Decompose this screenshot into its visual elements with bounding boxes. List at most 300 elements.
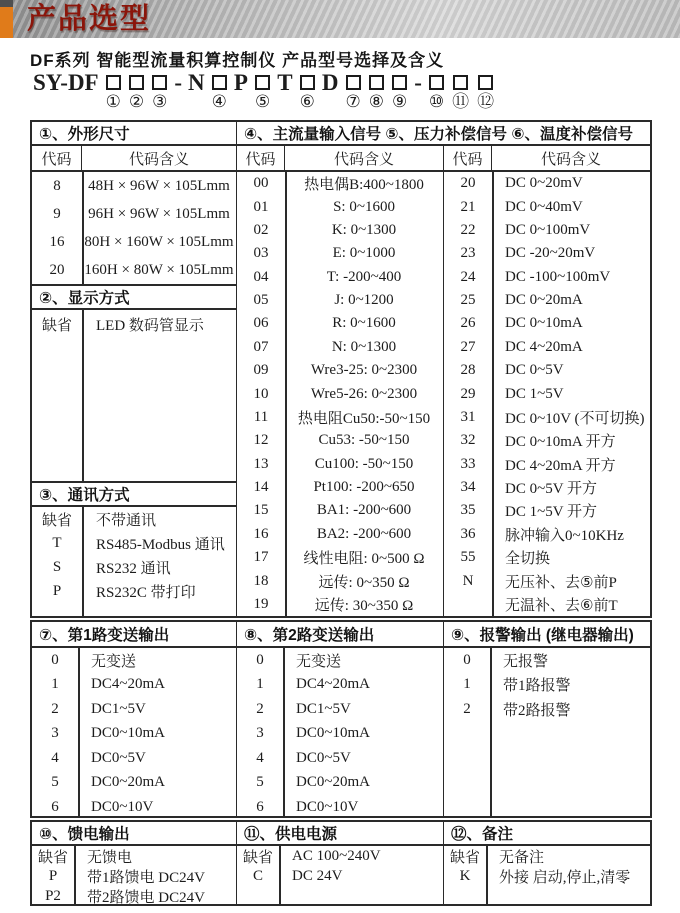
code-cell: 31: [460, 408, 476, 425]
code-cell: 5: [51, 774, 59, 791]
code-cell: 6: [51, 798, 59, 815]
model-text: N: [188, 70, 205, 95]
meaning-cell: Cu100: -50~150: [314, 455, 414, 472]
table-row: [32, 648, 236, 673]
code-cell: 25: [460, 292, 476, 309]
table-row: [237, 476, 443, 499]
model-box-group: [477, 73, 494, 111]
model-position-number: ①: [105, 92, 121, 112]
code-cell: 缺省: [449, 849, 480, 866]
table-row: [237, 771, 443, 796]
meaning-cell: K: 0~1300: [331, 221, 397, 238]
model-position-number: ②: [128, 92, 145, 112]
model-position-number: ⑦: [345, 92, 361, 112]
column-headers: [237, 146, 443, 172]
code-cell: 8: [53, 177, 61, 194]
remarks-rows: [444, 846, 650, 904]
code-cell: 1: [463, 676, 471, 693]
model-text: P: [233, 70, 248, 95]
model-box-group: [369, 73, 384, 111]
meaning-cell: 48H × 96W × 105Lmm: [88, 177, 230, 194]
meaning-cell: J: 0~1200: [334, 292, 394, 309]
code-cell: 16: [253, 525, 269, 542]
table-row: [32, 866, 236, 886]
meaning-cell: 无变送: [296, 653, 342, 670]
meaning-cell: BA2: -200~600: [316, 525, 412, 542]
section-9-title: ⑨、报警输出 (继电器输出): [444, 622, 650, 648]
code-cell: 06: [253, 315, 269, 332]
table-row: [237, 382, 443, 405]
meaning-cell: E: 0~1000: [332, 245, 396, 262]
code-cell: 4: [51, 749, 59, 766]
table-row: [444, 195, 650, 218]
code-cell: 28: [460, 362, 476, 379]
table-row: [444, 673, 650, 698]
table-row: [237, 336, 443, 359]
code-cell: 2: [256, 700, 264, 717]
table-row: [237, 569, 443, 592]
table-row: [444, 593, 650, 616]
column-transmit-output-2: [237, 622, 444, 816]
code-cell: 29: [460, 385, 476, 402]
meaning-cell: 无备注: [499, 849, 545, 866]
section-1-title: ①、外形尺寸: [32, 122, 237, 146]
table-row: [32, 172, 236, 200]
model-box-group: [212, 73, 227, 111]
table-row: [444, 569, 650, 592]
code-cell: 35: [460, 502, 476, 519]
transmit1-rows: [32, 648, 236, 816]
code-cell: 4: [256, 749, 264, 766]
table-row: [32, 579, 236, 603]
code-cell: 18: [253, 572, 269, 589]
table-row: [237, 593, 443, 616]
meaning-cell: DC -100~100mV: [505, 268, 611, 285]
display-mode-rows: [32, 310, 236, 481]
meaning-cell: Cu53: -50~150: [318, 432, 410, 449]
section-456-title: ④、主流量输入信号 ⑤、压力补偿信号 ⑥、温度补偿信号: [237, 122, 650, 146]
code-cell: 01: [253, 198, 269, 215]
code-cell: S: [52, 558, 62, 575]
table-row: [237, 195, 443, 218]
meaning-cell: 80H × 160W × 105Lmm: [84, 233, 234, 250]
code-cell: 27: [460, 338, 476, 355]
model-box: [129, 75, 144, 90]
code-cell: 14: [253, 479, 269, 496]
selection-table-power: [30, 820, 652, 906]
comm-mode-rows: [32, 507, 236, 616]
model-text: T: [277, 70, 293, 95]
code-cell: 5: [256, 774, 264, 791]
code-cell: 20: [49, 261, 65, 278]
table-row: [444, 476, 650, 499]
table-row: [32, 256, 236, 284]
table-row: [237, 312, 443, 335]
table-row: [444, 453, 650, 476]
table-row: [32, 310, 236, 338]
model-box: [429, 75, 444, 90]
code-header: 代码: [237, 146, 285, 170]
code-cell: 02: [253, 221, 269, 238]
code-cell: 03: [253, 245, 269, 262]
table-row: [237, 359, 443, 382]
table-row: [444, 266, 650, 289]
code-cell: 20: [460, 175, 476, 192]
meaning-cell: DC0~10V: [91, 798, 154, 815]
code-cell: 15: [253, 502, 269, 519]
meaning-cell: 无报警: [503, 653, 549, 670]
meaning-cell: Wre5-26: 0~2300: [310, 385, 418, 402]
table-row: [32, 228, 236, 256]
model-box: [478, 75, 493, 90]
code-cell: 3: [256, 725, 264, 742]
code-cell: 缺省: [41, 512, 72, 529]
code-cell: 11: [253, 408, 269, 425]
meaning-cell: 全切换: [505, 551, 551, 568]
table-row: [237, 523, 443, 546]
table-row: [237, 722, 443, 747]
section-11-title: ⑪、供电电源: [237, 822, 443, 846]
meaning-header: 代码含义: [333, 151, 394, 168]
table-row: [237, 673, 443, 698]
meaning-cell: 热电偶B:400~1800: [304, 177, 424, 194]
code-cell: 16: [49, 233, 65, 250]
meaning-cell: DC 4~20mA: [505, 338, 583, 355]
alarm-rows: [444, 648, 650, 816]
model-box: [106, 75, 121, 90]
model-position-number: ⑫: [477, 92, 495, 112]
meaning-cell: DC0~10mA: [296, 725, 370, 742]
table-row: [237, 429, 443, 452]
code-cell: 2: [51, 700, 59, 717]
meaning-cell: S: 0~1600: [333, 198, 395, 215]
meaning-cell: DC 0~10mA: [505, 315, 583, 332]
banner: [0, 0, 680, 38]
table-row: [444, 359, 650, 382]
table-row: [444, 289, 650, 312]
model-position-number: ⑤: [254, 92, 271, 112]
table-row: [32, 531, 236, 555]
column-transmit-output-1: [32, 622, 237, 816]
model-text: -: [174, 70, 183, 95]
code-cell: 6: [256, 798, 264, 815]
meaning-cell: 无馈电: [87, 849, 133, 866]
meaning-cell: 不带通讯: [96, 512, 157, 529]
meaning-cell: DC 4~20mA 开方: [505, 457, 616, 474]
transmit2-rows: [237, 648, 443, 816]
model-box-group: [129, 73, 144, 111]
code-cell: P2: [45, 887, 61, 904]
table-row: [444, 523, 650, 546]
main-table-header-row: [32, 122, 650, 146]
table-row: [444, 846, 650, 866]
code-cell: 2: [463, 700, 471, 717]
table-row: [237, 846, 443, 866]
table-row: [237, 219, 443, 242]
column-headers: [444, 146, 650, 172]
code-cell: 17: [253, 549, 269, 566]
code-cell: 24: [460, 268, 476, 285]
code-cell: 04: [253, 268, 269, 285]
meaning-cell: DC0~20mA: [91, 774, 165, 791]
corner-accent-orange: [0, 7, 13, 38]
meaning-cell: 带2路报警: [503, 702, 571, 719]
code-cell: 23: [460, 245, 476, 262]
table-row: [32, 722, 236, 747]
table-row: [32, 795, 236, 816]
table-row: [237, 499, 443, 522]
selection-table-outputs: [30, 620, 652, 818]
code-cell: 1: [256, 676, 264, 693]
model-text: -: [414, 70, 422, 95]
meaning-cell: 160H × 80W × 105Lmm: [84, 261, 234, 278]
table-row: [32, 886, 236, 904]
code-cell: 0: [256, 651, 264, 668]
meaning-cell: DC 0~40mV: [505, 198, 583, 215]
table-row: [444, 242, 650, 265]
code-cell: 0: [463, 651, 471, 668]
section-8-title: ⑧、第2路变送输出: [237, 622, 443, 648]
model-box: [212, 75, 227, 90]
meaning-cell: 无温补、去⑥前T: [505, 597, 618, 614]
model-box-group: [429, 73, 444, 111]
dimensions-rows: [32, 172, 236, 284]
code-cell: 12: [253, 432, 269, 449]
model-box-group: [392, 73, 407, 111]
code-cell: C: [252, 867, 263, 884]
table-row: [32, 200, 236, 228]
meaning-cell: DC0~5V: [91, 749, 146, 766]
model-box: [255, 75, 270, 90]
code-cell: 22: [460, 221, 476, 238]
table-row: [32, 846, 236, 866]
table-row: [32, 507, 236, 531]
code-cell: 07: [253, 338, 269, 355]
table-row: [237, 746, 443, 771]
model-position-number: ③: [152, 92, 168, 112]
table-row: [32, 555, 236, 579]
meaning-cell: DC4~20mA: [296, 676, 370, 693]
code-cell: 19: [253, 595, 269, 612]
meaning-cell: DC 1~5V 开方: [505, 504, 598, 521]
column-compensation-signal: [444, 146, 650, 616]
meaning-cell: 热电阻Cu50:-50~150: [297, 410, 431, 427]
selection-table-main: [30, 120, 652, 618]
section-3-title: ③、通讯方式: [32, 481, 236, 507]
meaning-cell: 无变送: [91, 653, 137, 670]
meaning-cell: 远传: 30~350 Ω: [314, 597, 414, 614]
table-row: [444, 546, 650, 569]
meaning-cell: DC0~10V: [296, 798, 359, 815]
model-text: D: [321, 70, 339, 95]
table-row: [444, 172, 650, 195]
table-row: [237, 648, 443, 673]
meaning-cell: RS485-Modbus 通讯: [96, 536, 225, 553]
column-alarm-output: [444, 622, 650, 816]
meaning-header: 代码含义: [540, 151, 601, 168]
page-title: 产品选型: [27, 3, 152, 35]
column-power-supply: [237, 822, 444, 904]
code-cell: 缺省: [41, 317, 72, 334]
section-12-title: ⑫、备注: [444, 822, 650, 846]
meaning-cell: DC0~10mA: [91, 725, 165, 742]
compensation-rows: [444, 172, 650, 616]
code-header: 代码: [32, 146, 82, 170]
meaning-cell: BA1: -200~600: [316, 502, 412, 519]
table-row: [444, 406, 650, 429]
meaning-cell: N: 0~1300: [331, 338, 397, 355]
code-cell: 10: [253, 385, 269, 402]
meaning-cell: 带2路馈电 DC24V: [87, 889, 205, 904]
code-cell: 09: [253, 362, 269, 379]
table-row: [32, 746, 236, 771]
meaning-cell: LED 数码管显示: [96, 317, 204, 334]
table-row: [444, 382, 650, 405]
meaning-cell: 外接 启动,停止,清零: [499, 869, 631, 886]
table-row: [237, 172, 443, 195]
table-row: [237, 406, 443, 429]
code-cell: 34: [460, 479, 476, 496]
table-row: [444, 866, 650, 886]
table-row: [237, 697, 443, 722]
table-row: [444, 219, 650, 242]
meaning-header: 代码含义: [128, 151, 189, 168]
table-row: [237, 866, 443, 886]
table-row: [444, 312, 650, 335]
table-row: [237, 289, 443, 312]
table-row: [444, 648, 650, 673]
table-row: [32, 697, 236, 722]
meaning-cell: 带1路报警: [503, 678, 571, 695]
meaning-cell: RS232C 带打印: [96, 584, 196, 601]
column-main-input-signal: [237, 146, 444, 616]
model-position-number: ⑥: [299, 92, 315, 112]
section-10-title: ⑩、馈电输出: [32, 822, 236, 846]
main-input-rows: [237, 172, 443, 616]
meaning-cell: DC 24V: [292, 867, 343, 884]
meaning-cell: 远传: 0~350 Ω: [318, 574, 410, 591]
table-row: [444, 429, 650, 452]
model-box: [453, 75, 468, 90]
meaning-cell: DC 0~20mA: [505, 292, 583, 309]
code-cell: T: [52, 534, 62, 551]
model-code-line: [30, 70, 498, 112]
code-cell: K: [459, 867, 471, 884]
meaning-cell: 96H × 96W × 105Lmm: [88, 205, 230, 222]
code-cell: 0: [51, 651, 59, 668]
meaning-cell: DC 1~5V: [505, 385, 564, 402]
feed-output-rows: [32, 846, 236, 904]
model-box-group: [300, 73, 315, 111]
code-cell: P: [48, 867, 58, 884]
model-position-number: ⑪: [452, 92, 470, 112]
section-7-title: ⑦、第1路变送输出: [32, 622, 236, 648]
meaning-cell: RS232 通讯: [96, 560, 171, 577]
column-dimensions: [32, 146, 237, 616]
meaning-cell: 带1路馈电 DC24V: [87, 869, 205, 886]
meaning-cell: Pt100: -200~650: [313, 479, 415, 496]
model-box-group: [255, 73, 270, 111]
meaning-cell: Wre3-25: 0~2300: [310, 362, 418, 379]
meaning-cell: DC 0~20mV: [505, 175, 583, 192]
model-text: SY-DF: [33, 70, 99, 95]
meaning-cell: DC 0~5V: [505, 362, 564, 379]
code-cell: 缺省: [242, 849, 273, 866]
column-feed-output: [32, 822, 237, 904]
model-box: [369, 75, 384, 90]
meaning-cell: DC0~5V: [296, 749, 351, 766]
meaning-cell: 脉冲输入0~10KHz: [505, 527, 624, 544]
model-position-number: ⑩: [428, 92, 445, 112]
meaning-cell: 线性电阻: 0~500 Ω: [303, 551, 425, 568]
meaning-cell: T: -200~400: [326, 268, 402, 285]
code-cell: 32: [460, 432, 476, 449]
model-box-group: [452, 73, 469, 111]
code-header: 代码: [444, 146, 492, 170]
model-position-number: ⑧: [368, 92, 384, 112]
meaning-cell: DC0~20mA: [296, 774, 370, 791]
code-cell: P: [52, 582, 62, 599]
code-cell: 3: [51, 725, 59, 742]
series-title: DF系列 智能型流量积算控制仪 产品型号选择及含义: [30, 51, 445, 70]
meaning-cell: DC 0~100mV: [505, 221, 591, 238]
model-position-number: ⑨: [391, 92, 408, 112]
code-cell: 33: [460, 455, 476, 472]
model-box: [346, 75, 361, 90]
table-row: [237, 242, 443, 265]
table-row: [237, 453, 443, 476]
model-box: [300, 75, 315, 90]
table-row: [444, 336, 650, 359]
meaning-cell: DC 0~10mA 开方: [505, 434, 616, 451]
code-cell: N: [462, 572, 474, 589]
table-row: [237, 795, 443, 816]
table-row: [237, 546, 443, 569]
code-cell: 55: [460, 549, 476, 566]
code-cell: 05: [253, 292, 269, 309]
table-row: [237, 266, 443, 289]
power-supply-rows: [237, 846, 443, 904]
table-row: [444, 499, 650, 522]
code-cell: 36: [460, 525, 476, 542]
meaning-cell: 无压补、去⑤前P: [505, 574, 617, 591]
code-cell: 21: [460, 198, 476, 215]
meaning-cell: AC 100~240V: [292, 847, 381, 864]
code-cell: 9: [53, 205, 61, 222]
code-cell: 缺省: [37, 849, 68, 866]
model-box-group: [152, 73, 167, 111]
model-box: [392, 75, 407, 90]
meaning-cell: R: 0~1600: [332, 315, 396, 332]
column-remarks: [444, 822, 650, 904]
code-cell: 26: [460, 315, 476, 332]
section-2-title: ②、显示方式: [32, 284, 236, 310]
column-headers: [32, 146, 236, 172]
model-box: [152, 75, 167, 90]
meaning-cell: DC -20~20mV: [505, 245, 596, 262]
meaning-cell: DC 0~10V (不可切换): [505, 410, 645, 427]
meaning-cell: DC 0~5V 开方: [505, 481, 598, 498]
table-row: [32, 771, 236, 796]
code-cell: 1: [51, 676, 59, 693]
corner-accent-dark: [0, 0, 13, 7]
code-cell: 13: [253, 455, 269, 472]
code-cell: 00: [253, 175, 269, 192]
meaning-cell: DC1~5V: [91, 700, 146, 717]
table-row: [32, 673, 236, 698]
meaning-cell: DC1~5V: [296, 700, 351, 717]
model-box-group: [345, 73, 360, 111]
